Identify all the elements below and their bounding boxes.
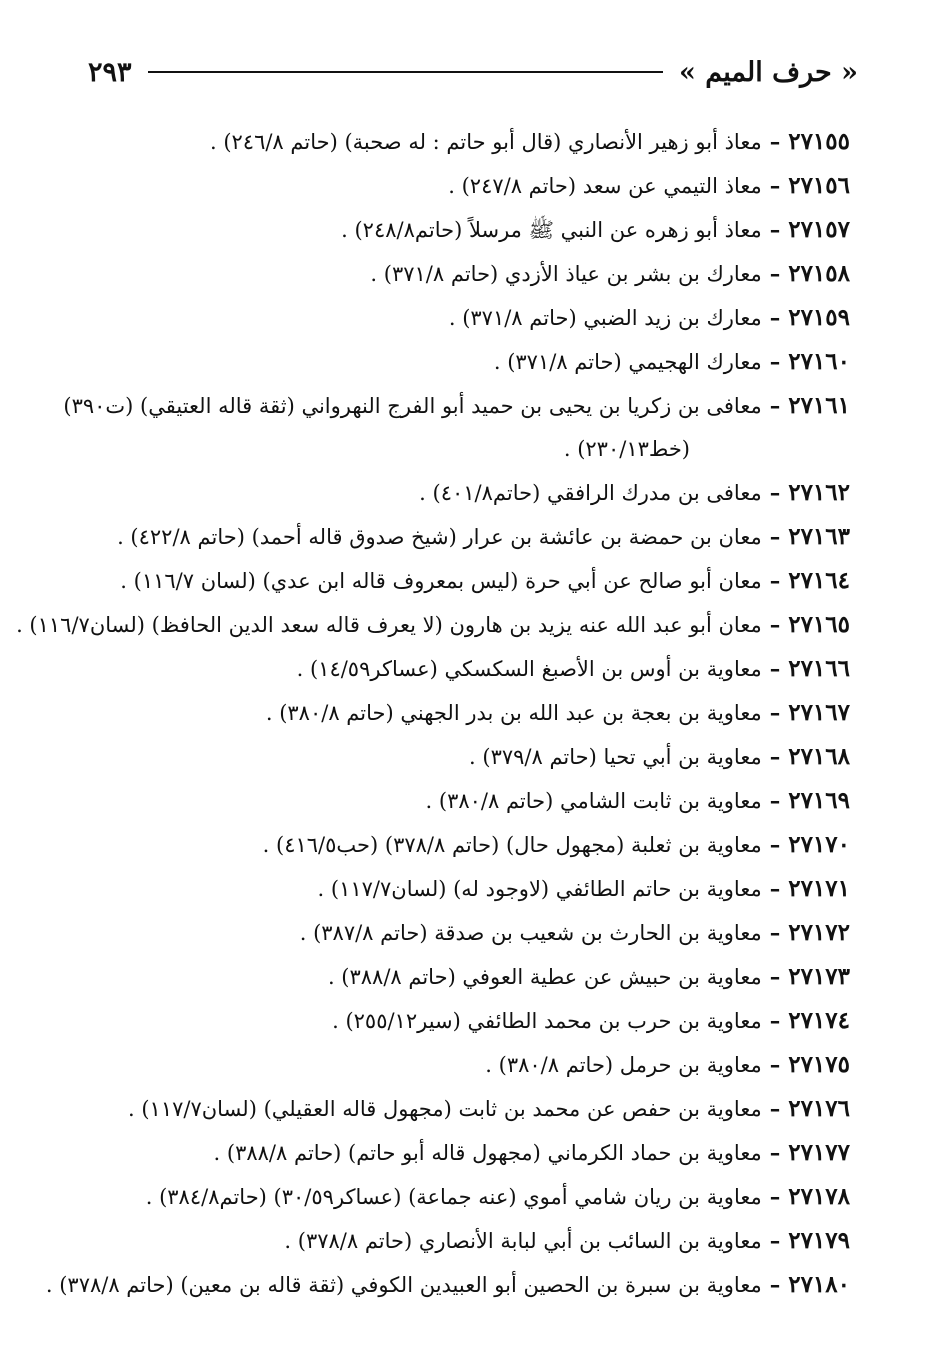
- entry-number: ٢٧١٦٢: [788, 479, 850, 506]
- entry-number: ٢٧١٦٩: [788, 787, 850, 814]
- entry-dash: –: [769, 1272, 781, 1297]
- entry-text: معاوية بن حفص عن محمد بن ثابت (مجهول قاله العقيلي) (لسان١١٧/٧) .: [128, 1097, 762, 1121]
- entry-dash: –: [769, 612, 781, 637]
- entry-text: معاوية بن بعجة بن عبد الله بن بدر الجهني (حاتم ٣٨٠/٨) .: [265, 701, 762, 725]
- entry-text: معاذ التيمي عن سعد (حاتم ٢٤٧/٨) .: [448, 174, 762, 198]
- entry-text: معاوية بن حرمل (حاتم ٣٨٠/٨) .: [485, 1053, 762, 1077]
- entry-number: ٢٧١٧٨: [788, 1183, 850, 1210]
- entry-text: معاوية بن ريان شامي أموي (عنه جماعة) (عساكر٣٠/٥٩) (حاتم٣٨٤/٨) .: [145, 1185, 762, 1209]
- list-item: [70, 471, 850, 515]
- list-item: [70, 1219, 850, 1263]
- entry-dash: –: [769, 217, 781, 242]
- entry-number: ٢٧١٦٣: [788, 523, 850, 550]
- list-item: [70, 691, 850, 735]
- entry-text: معاوية بن سبرة بن الحصين أبو العبيدين الكوفي (ثقة قاله بن معين) (حاتم ٣٧٨/٨) .: [45, 1273, 762, 1297]
- entry-dash: –: [769, 129, 781, 154]
- list-item: [70, 823, 850, 867]
- entry-text: معاوية بن أوس بن الأصبغ السكسكي (عساكر١٤/٥٩) .: [296, 657, 762, 681]
- list-item: [70, 1175, 850, 1219]
- list-item: [16, 603, 850, 647]
- entry-number: ٢٧١٧٢: [788, 919, 850, 946]
- chapter-title: « حرف الميم »: [679, 56, 858, 88]
- entry-text: معاذ أبو زهره عن النبي ﷺ مرسلاً (حاتم٢٤٨/٨) .: [341, 218, 762, 242]
- entry-dash: –: [769, 568, 781, 593]
- list-item: [70, 296, 850, 340]
- entry-number: ٢٧١٦١: [788, 392, 850, 419]
- entry-number: ٢٧١٧٧: [788, 1139, 850, 1166]
- entry-dash: –: [769, 1052, 781, 1077]
- entry-number: ٢٧١٥٥: [788, 128, 850, 155]
- entry-number: ٢٧١٧٣: [788, 963, 850, 990]
- list-item: [70, 1131, 850, 1175]
- list-item: [70, 252, 850, 296]
- entry-text: معان بن حمضة بن عائشة بن عرار (شيخ صدوق قاله أحمد) (حاتم ٤٢٢/٨) .: [117, 525, 762, 549]
- entry-dash: –: [769, 173, 781, 198]
- entry-dash: –: [769, 305, 781, 330]
- entry-number: ٢٧١٦٤: [788, 567, 850, 594]
- list-item: [70, 559, 850, 603]
- entry-dash: –: [769, 349, 781, 374]
- entry-text: معارك بن بشر بن عياذ الأزدي (حاتم ٣٧١/٨) .: [370, 262, 762, 286]
- entry-dash: –: [769, 1096, 781, 1121]
- entry-text: معارك بن زيد الضبي (حاتم ٣٧١/٨) .: [448, 306, 762, 330]
- list-item: [70, 1043, 850, 1087]
- entry-number: ٢٧١٦٦: [788, 655, 850, 682]
- entry-dash: –: [769, 1228, 781, 1253]
- header-rule: [148, 71, 664, 73]
- entry-text: معارك الهجيمي (حاتم ٣٧١/٨) .: [493, 350, 762, 374]
- entry-number: ٢٧١٧٦: [788, 1095, 850, 1122]
- entry-dash: –: [769, 393, 781, 418]
- entry-number: ٢٧١٦٧: [788, 699, 850, 726]
- entry-dash: –: [769, 1008, 781, 1033]
- entry-text: معاوية بن السائب بن أبي لبابة الأنصاري (حاتم ٣٧٨/٨) .: [284, 1229, 762, 1253]
- entry-dash: –: [769, 261, 781, 286]
- entry-text: معاوية بن حماد الكرماني (مجهول قاله أبو حاتم) (حاتم ٣٨٨/٨) .: [213, 1141, 762, 1165]
- entry-text: معاذ أبو زهير الأنصاري (قال أبو حاتم : له صحبة) (حاتم ٢٤٦/٨) .: [209, 130, 762, 154]
- list-item: [70, 120, 850, 164]
- entry-dash: –: [769, 744, 781, 769]
- list-item: [70, 779, 850, 823]
- entry-dash: –: [769, 1184, 781, 1209]
- entry-dash: –: [769, 700, 781, 725]
- entry-number: ٢٧١٨٠: [788, 1271, 850, 1298]
- entry-number: ٢٧١٥٧: [788, 216, 850, 243]
- entry-text: معاوية بن حرب بن محمد الطائفي (سير٢٥٥/١٢) .: [332, 1009, 762, 1033]
- entry-text: معاوية بن أبي تحيا (حاتم ٣٧٩/٨) .: [469, 745, 762, 769]
- entry-number: ٢٧١٧١: [788, 875, 850, 902]
- entry-number: ٢٧١٦٨: [788, 743, 850, 770]
- entry-text: معاوية بن حاتم الطائفي (لاوجود له) (لسان١١٧/٧) .: [317, 877, 762, 901]
- list-item: [70, 515, 850, 559]
- list-item: [70, 208, 850, 252]
- entry-dash: –: [769, 876, 781, 901]
- list-item: [63, 384, 850, 428]
- entry-dash: –: [769, 480, 781, 505]
- entry-dash: –: [769, 964, 781, 989]
- entry-dash: –: [769, 656, 781, 681]
- entry-number: ٢٧١٦٥: [788, 611, 850, 638]
- entry-number: ٢٧١٧٥: [788, 1051, 850, 1078]
- list-item-continuation: [70, 428, 850, 471]
- entry-dash: –: [769, 524, 781, 549]
- list-item: [70, 647, 850, 691]
- entry-number: ٢٧١٥٦: [788, 172, 850, 199]
- list-item: [70, 164, 850, 208]
- list-item: [70, 735, 850, 779]
- page-number: ٢٩٣: [88, 56, 132, 88]
- list-item: [70, 999, 850, 1043]
- entry-number: ٢٧١٥٨: [788, 260, 850, 287]
- entry-text: معافى بن مدرك الرافقي (حاتم٤٠١/٨) .: [419, 481, 762, 505]
- entry-number: ٢٧١٧٤: [788, 1007, 850, 1034]
- page-header: [88, 52, 858, 92]
- list-item: [70, 340, 850, 384]
- entry-text: معان أبو صالح عن أبي حرة (ليس بمعروف قاله ابن عدي) (لسان ١١٦/٧) .: [120, 569, 762, 593]
- entry-dash: –: [769, 832, 781, 857]
- list-item: [70, 867, 850, 911]
- entry-dash: –: [769, 1140, 781, 1165]
- list-item: [70, 1087, 850, 1131]
- entry-text: معاوية بن ثابت الشامي (حاتم ٣٨٠/٨) .: [425, 789, 762, 813]
- entry-dash: –: [769, 788, 781, 813]
- entry-number: ٢٧١٧٩: [788, 1227, 850, 1254]
- entry-dash: –: [769, 920, 781, 945]
- entry-text: معاوية بن حبيش عن عطية العوفي (حاتم ٣٨٨/٨) .: [327, 965, 762, 989]
- list-item: [70, 955, 850, 999]
- entry-number: ٢٧١٥٩: [788, 304, 850, 331]
- entry-number: ٢٧١٧٠: [788, 831, 850, 858]
- entry-text: معان أبو عبد الله عنه يزيد بن هارون (لا يعرف قاله سعد الدين الحافظ) (لسان١١٦/٧) .: [16, 613, 762, 637]
- entry-text: معاوية بن ثعلبة (مجهول حال) (حاتم ٣٧٨/٨) (حب٤١٦/٥) .: [262, 833, 762, 857]
- entry-text-continuation: (خط٢٣٠/١٣) .: [563, 437, 690, 461]
- list-item: [45, 1263, 850, 1307]
- entry-list: [16, 120, 850, 1307]
- list-item: [70, 911, 850, 955]
- entry-text: معاوية بن الحارث بن شعيب بن صدقة (حاتم ٣٨٧/٨) .: [299, 921, 762, 945]
- entry-number: ٢٧١٦٠: [788, 348, 850, 375]
- entry-text: معافى بن زكريا بن يحيى بن حميد أبو الفرج النهرواني (ثقة قاله العتيقي) (ت٣٩٠): [63, 394, 762, 418]
